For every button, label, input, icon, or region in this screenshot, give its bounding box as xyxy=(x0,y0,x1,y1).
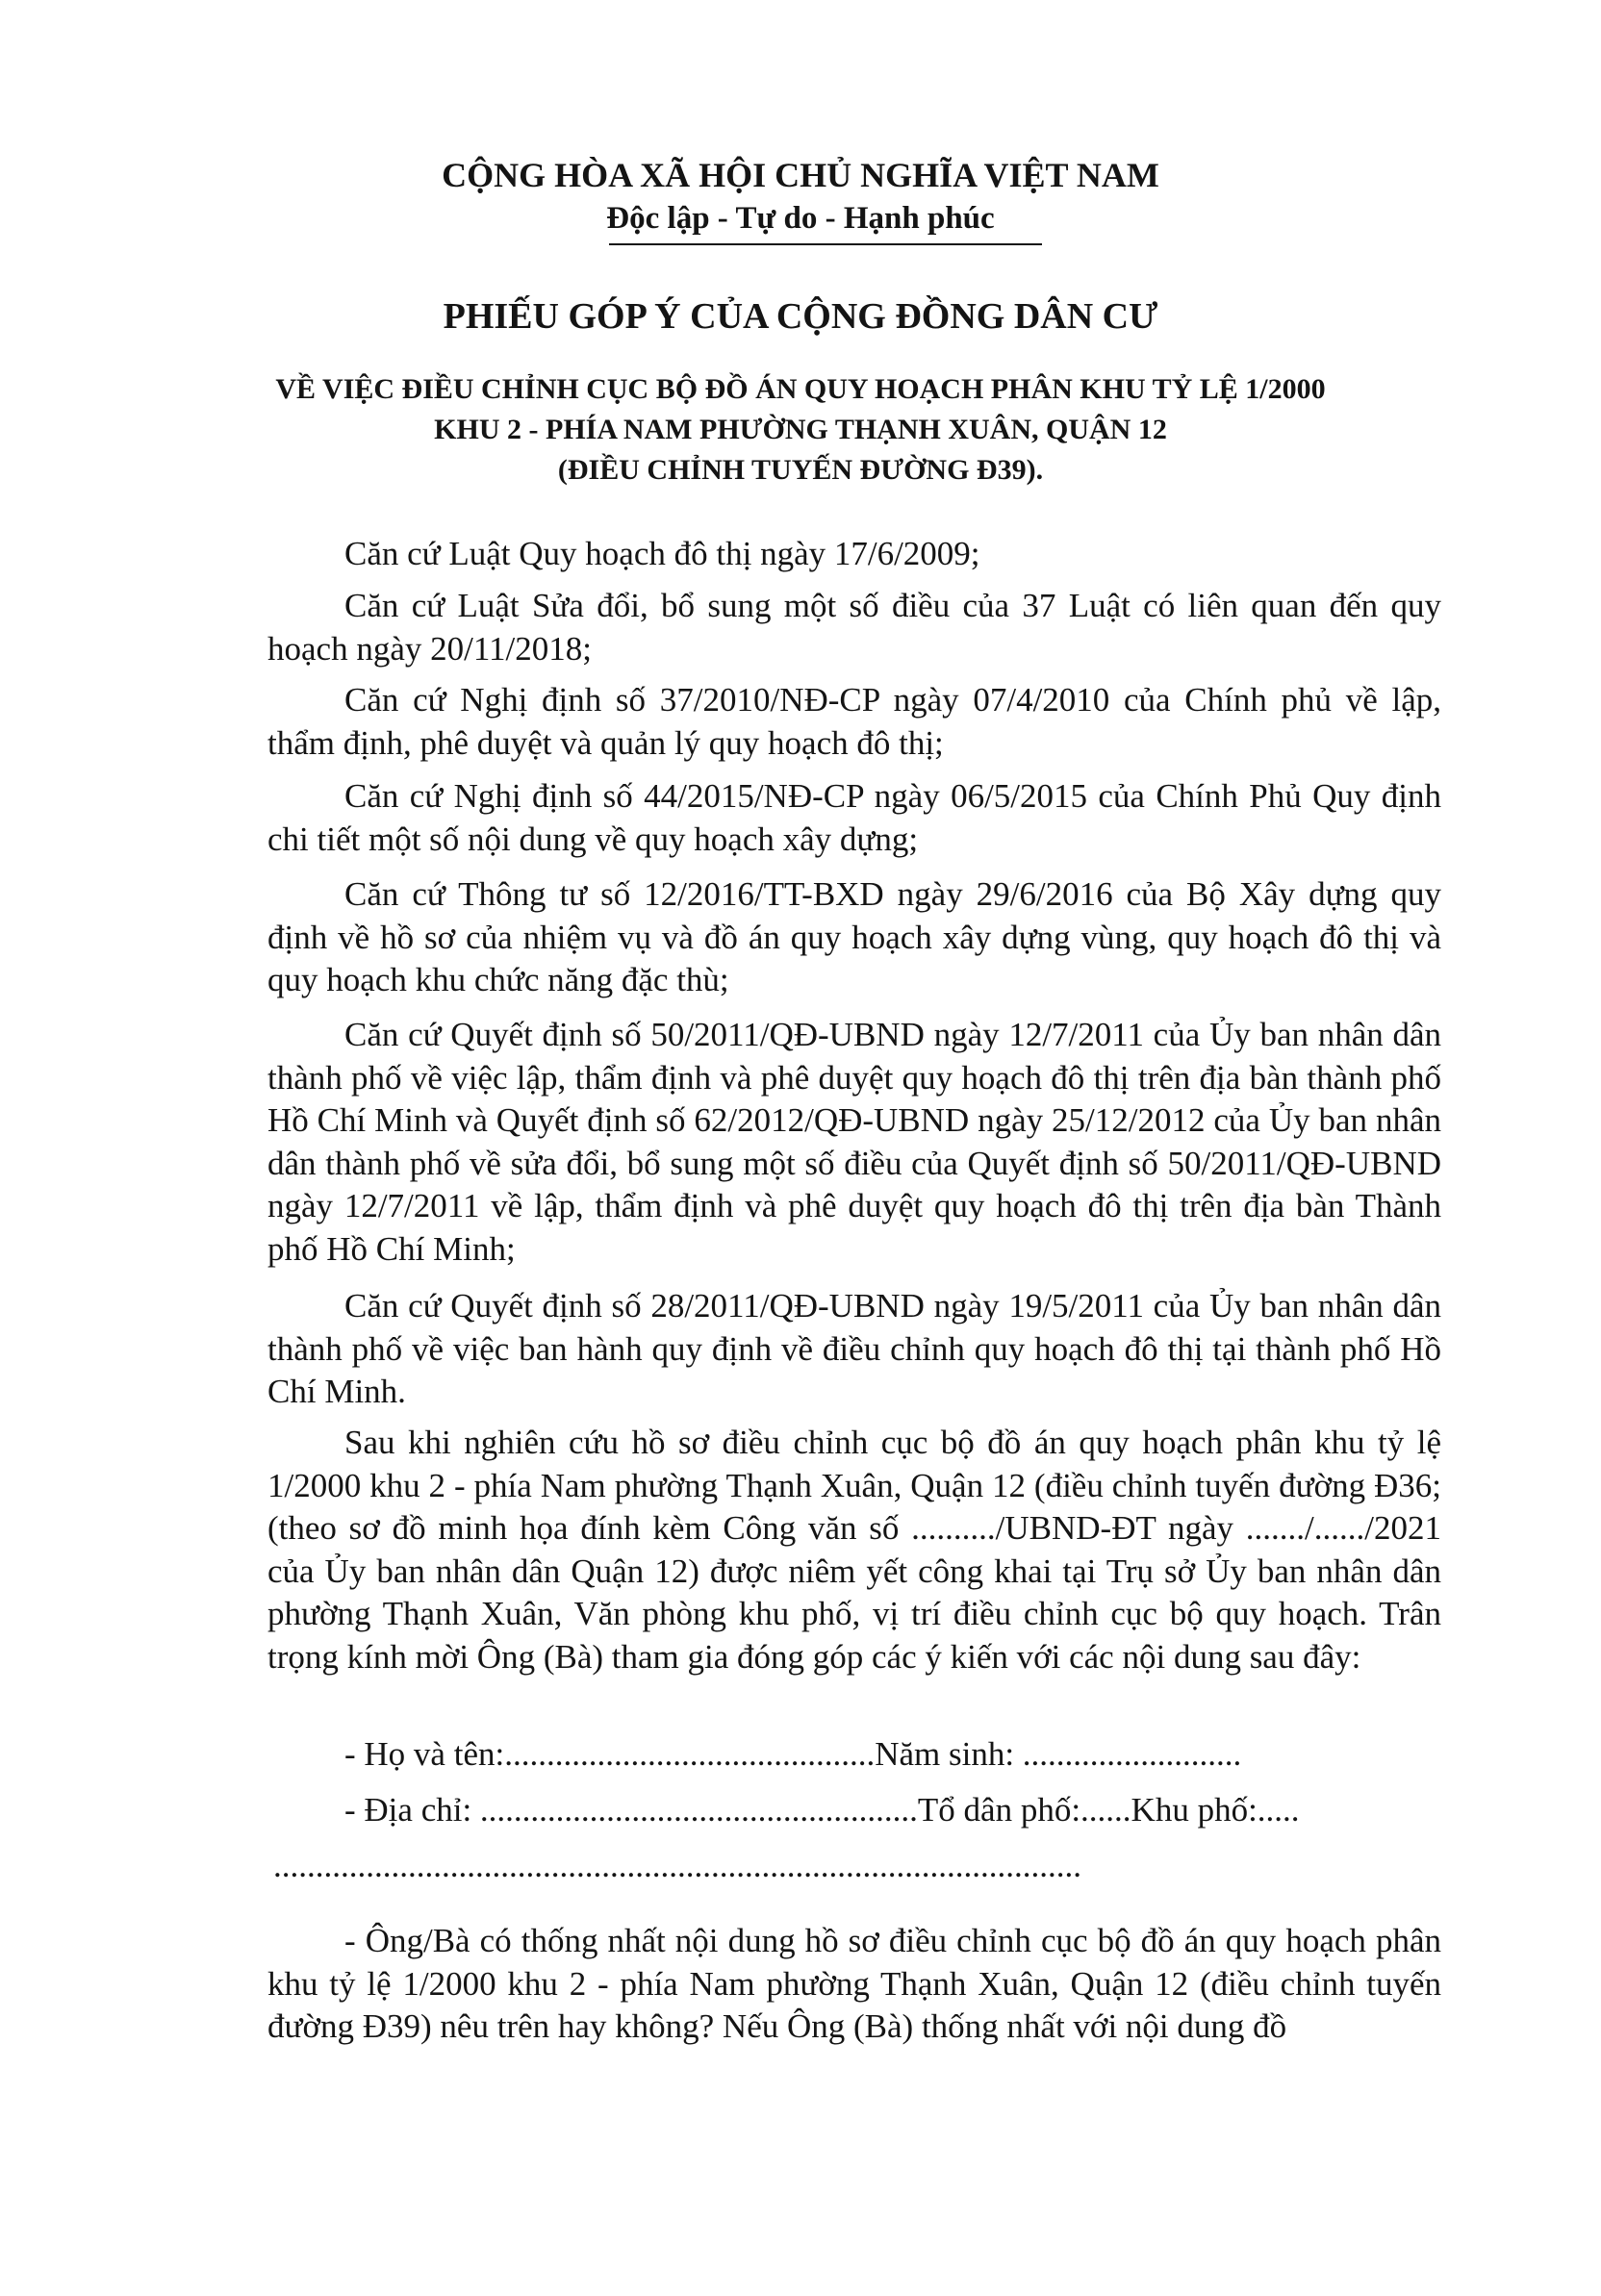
subtitle-line-1: VỀ VIỆC ĐIỀU CHỈNH CỤC BỘ ĐỒ ÁN QUY HOẠCH PHÂN KHU TỶ LỆ 1/2000 xyxy=(275,373,1326,405)
paragraph: Căn cứ Nghị định số 37/2010/NĐ-CP ngày 07/4/2010 của Chính phủ về lập, thẩm định, phê duyệt và quản lý quy hoạch đô thị; xyxy=(267,681,1441,762)
paragraph: Sau khi nghiên cứu hồ sơ điều chỉnh cục bộ đồ án quy hoạch phân khu tỷ lệ 1/2000 khu 2 - phía Nam phường Thạnh Xuân, Quận 12 (điều chỉnh tuyến đường Đ36; (theo sơ đồ minh họa đính kèm Công văn số ........../UBND-ĐT ngày ......./....../2021 của Ủy ban nhân dân Quận 12) được niêm yết công khai tại Trụ sở Ủy ban nhân dân phường Thạnh Xuân, Văn phòng khu phố, vị trí điều chỉnh cục bộ quy hoạch. Trân trọng kính mời Ông (Bà) tham gia đóng góp các ý kiến với các nội dung sau đây: xyxy=(267,1424,1441,1676)
legal-basis-6 xyxy=(267,1014,1441,1271)
subtitle-line-3: (ĐIỀU CHỈNH TUYẾN ĐƯỜNG Đ39). xyxy=(557,454,1044,486)
address-continuation-field[interactable]: ................................................................................................ xyxy=(273,1847,1081,1884)
paragraph: Căn cứ Quyết định số 28/2011/QĐ-UBND ngày 19/5/2011 của Ủy ban nhân dân thành phố về việc ban hành quy định về điều chỉnh quy hoạch đô thị tại thành phố Hồ Chí Minh. xyxy=(267,1287,1441,1410)
form-title: PHIẾU GÓP Ý CỦA CỘNG ĐỒNG DÂN CƯ xyxy=(443,296,1158,337)
intro-paragraph xyxy=(267,1422,1441,1678)
paragraph: Căn cứ Nghị định số 44/2015/NĐ-CP ngày 06/5/2015 của Chính Phủ Quy định chi tiết một số nội dung về quy hoạch xây dựng; xyxy=(267,777,1441,858)
legal-basis-3 xyxy=(267,679,1441,765)
name-birth-year-field[interactable]: - Họ và tên:............................................Năm sinh: .......................... xyxy=(344,1735,1242,1773)
legal-basis-2 xyxy=(267,585,1441,670)
legal-basis-1 xyxy=(267,533,1441,576)
paragraph: Căn cứ Luật Quy hoạch đô thị ngày 17/6/2009; xyxy=(344,535,980,572)
paragraph: Căn cứ Thông tư số 12/2016/TT-BXD ngày 29/6/2016 của Bộ Xây dựng quy định về hồ sơ của nhiệm vụ và đồ án quy hoạch xây dựng vùng, quy hoạch đô thị và quy hoạch khu chức năng đặc thù; xyxy=(267,875,1441,998)
paragraph: Căn cứ Luật Sửa đổi, bổ sung một số điều của 37 Luật có liên quan đến quy hoạch ngày 20/11/2018; xyxy=(267,587,1441,668)
legal-basis-5 xyxy=(267,873,1441,1002)
national-motto: Độc lập - Tự do - Hạnh phúc xyxy=(606,201,995,236)
national-name: CỘNG HÒA XÃ HỘI CHỦ NGHĨA VIỆT NAM xyxy=(442,156,1159,194)
paragraph: - Ông/Bà có thống nhất nội dung hồ sơ điều chỉnh cục bộ đồ án quy hoạch phân khu tỷ lệ 1/2000 khu 2 - phía Nam phường Thạnh Xuân, Quận 12 (điều chỉnh tuyến đường Đ39) nêu trên hay không? Nếu Ông (Bà) thống nhất với nội dung đồ xyxy=(267,1922,1441,2045)
question-paragraph xyxy=(267,1920,1441,2049)
legal-basis-7 xyxy=(267,1285,1441,1414)
legal-basis-4 xyxy=(267,775,1441,861)
address-field[interactable]: - Địa chỉ: ....................................................Tổ dân phố:......Khu phố:..... xyxy=(344,1791,1300,1829)
motto-underline xyxy=(609,243,1042,245)
subtitle-line-2: KHU 2 - PHÍA NAM PHƯỜNG THẠNH XUÂN, QUẬN 12 xyxy=(434,414,1167,445)
paragraph: Căn cứ Quyết định số 50/2011/QĐ-UBND ngày 12/7/2011 của Ủy ban nhân dân thành phố về việc lập, thẩm định và phê duyệt quy hoạch đô thị trên địa bàn thành phố Hồ Chí Minh và Quyết định số 62/2012/QĐ-UBND ngày 25/12/2012 của Ủy ban nhân dân thành phố về sửa đổi, bổ sung một số điều của Quyết định số 50/2011/QĐ-UBND ngày 12/7/2011 về lập, thẩm định và phê duyệt quy hoạch đô thị trên địa bàn Thành phố Hồ Chí Minh; xyxy=(267,1016,1441,1268)
